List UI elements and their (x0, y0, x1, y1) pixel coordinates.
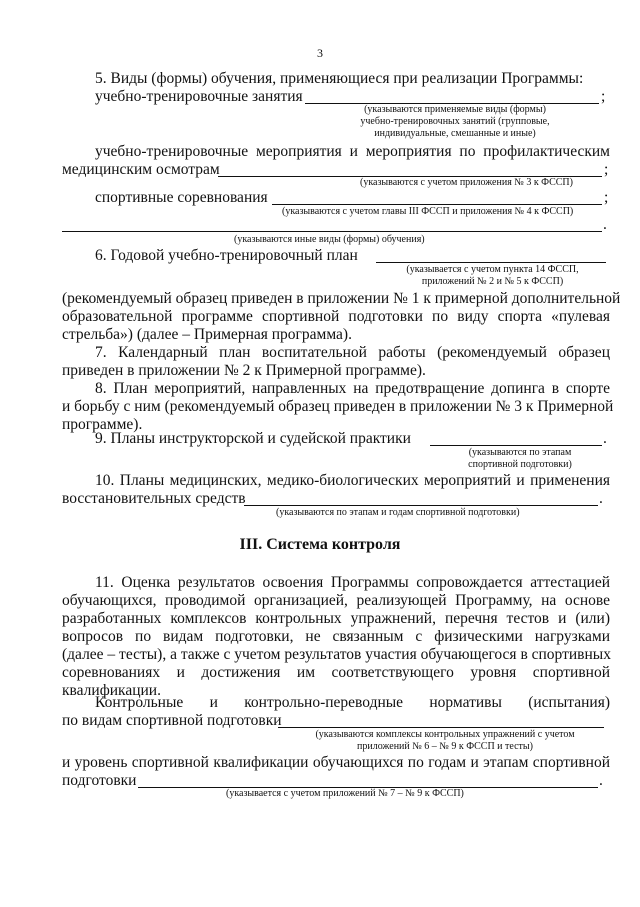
item11-level-line2: подготовки (62, 772, 137, 789)
item11-line1: 11. Оценка результатов освоения Программы сопровождается аттестацией (95, 574, 610, 591)
item6-line4: стрельба») (далее – Примерная программа). (62, 326, 352, 343)
item6-note-a: (указывается с учетом пункта 14 ФССП, (406, 264, 579, 275)
item10-line2: восстановительных средств (62, 490, 246, 507)
item10-line1: 10. Планы медицинских, медико-биологических мероприятий и применения (95, 472, 610, 489)
item5-competitions-end: ; (604, 189, 609, 206)
item5-events-line1: учебно-тренировочные мероприятия и мероприятия по профилактическим (95, 143, 610, 160)
section3-heading: III. Система контроля (239, 536, 401, 553)
item5-events-end: ; (604, 161, 609, 178)
item5-note-3: (указываются с учетом главы III ФССП и приложения № 4 к ФССП) (282, 206, 574, 217)
item5-events-line2: медицинским осмотрам (62, 161, 220, 178)
item11-norms-line2: по видам спортивной подготовки (62, 712, 282, 729)
item9-note-a: (указываются по этапам (468, 447, 572, 458)
item5-note-1c: индивидуальные, смешанные и иные) (374, 128, 536, 139)
item5-note-1a: (указываются применяемые виды (формы) (364, 104, 546, 115)
item5-other-blank[interactable] (62, 231, 602, 232)
item7-line1: 7. Календарный план воспитательной работы (рекомендуемый образец (95, 344, 610, 361)
item9-note-b: спортивной подготовки) (468, 459, 572, 470)
item5-training-label: учебно-тренировочные занятия (95, 88, 303, 105)
item6-note-b: приложений № 2 и № 5 к ФССП) (421, 276, 564, 287)
item5-note-4: (указываются иные виды (формы) обучения) (234, 234, 425, 245)
item6-blank[interactable] (376, 262, 606, 263)
item11-norms-note-a: (указываются комплексы контрольных упражнений с учетом (315, 729, 575, 740)
item6-heading: 6. Годовой учебно-тренировочный план (95, 247, 358, 264)
item7-line2: приведен в приложении № 2 к Примерной программе). (62, 362, 426, 379)
item11-line7: квалификации. (62, 682, 161, 699)
item8-line2: и борьбу с ним (рекомендуемый образец приведен в приложении № 3 к Примерной (62, 398, 614, 415)
item6-line2: (рекомендуемый образец приведен в приложении № 1 к примерной дополнительной (62, 290, 621, 307)
item5-competitions-blank[interactable] (272, 204, 602, 205)
page-number: 3 (317, 46, 323, 60)
item5-training-end: ; (601, 88, 606, 105)
item6-line3: образовательной программе спортивной подготовки по виду спорта «пулевая (62, 308, 610, 325)
item10-note: (указываются по этапам и годам спортивной подготовки) (276, 507, 520, 518)
item11-level-end: . (599, 772, 603, 789)
item9-end: . (603, 430, 607, 447)
item11-line3: разработанных комплексов контрольных упражнений, перечня тестов и (или) (62, 610, 610, 627)
item10-end: . (599, 490, 603, 507)
item11-line2: обучающихся, проводимой организацией, реализующей Программу, на основе (62, 592, 610, 609)
item11-line6: соревнованиях и достижения им соответствующего уровня спортивной (62, 664, 610, 681)
item9-blank[interactable] (430, 445, 602, 446)
item5-heading: 5. Виды (формы) обучения, применяющиеся при реализации Программы: (95, 70, 584, 87)
item8-line1: 8. План мероприятий, направленных на предотвращение допинга в спорте (95, 380, 610, 397)
item11-line4: вопросов по видам подготовки, не связанным с физическими нагрузками (62, 628, 610, 645)
item11-norms-note-b: приложений № 6 – № 9 к ФССП и тесты) (357, 741, 533, 752)
item11-level-line1: и уровень спортивной квалификации обучающихся по годам и этапам спортивной (62, 754, 610, 771)
item8-line3: программе). (62, 416, 143, 433)
item11-line5: (далее – тесты), а также с учетом результатов участия обучающегося в спортивных (62, 646, 611, 663)
item5-other-end: . (603, 216, 607, 233)
item5-competitions-label: спортивные соревнования (95, 189, 268, 206)
item5-note-1b: учебно-тренировочных занятий (групповые, (360, 116, 550, 127)
item9-heading: 9. Планы инструкторской и судейской практики (95, 430, 411, 447)
item10-blank[interactable] (244, 505, 598, 506)
item11-level-note: (указывается с учетом приложений № 7 – № 9 к ФССП) (226, 788, 464, 799)
item11-norms-blank[interactable] (278, 727, 604, 728)
item11-norms-line1: Контрольные и контрольно-переводные нормативы (испытания) (95, 694, 610, 711)
item5-note-2: (указываются с учетом приложения № 3 к ФССП) (360, 177, 573, 188)
